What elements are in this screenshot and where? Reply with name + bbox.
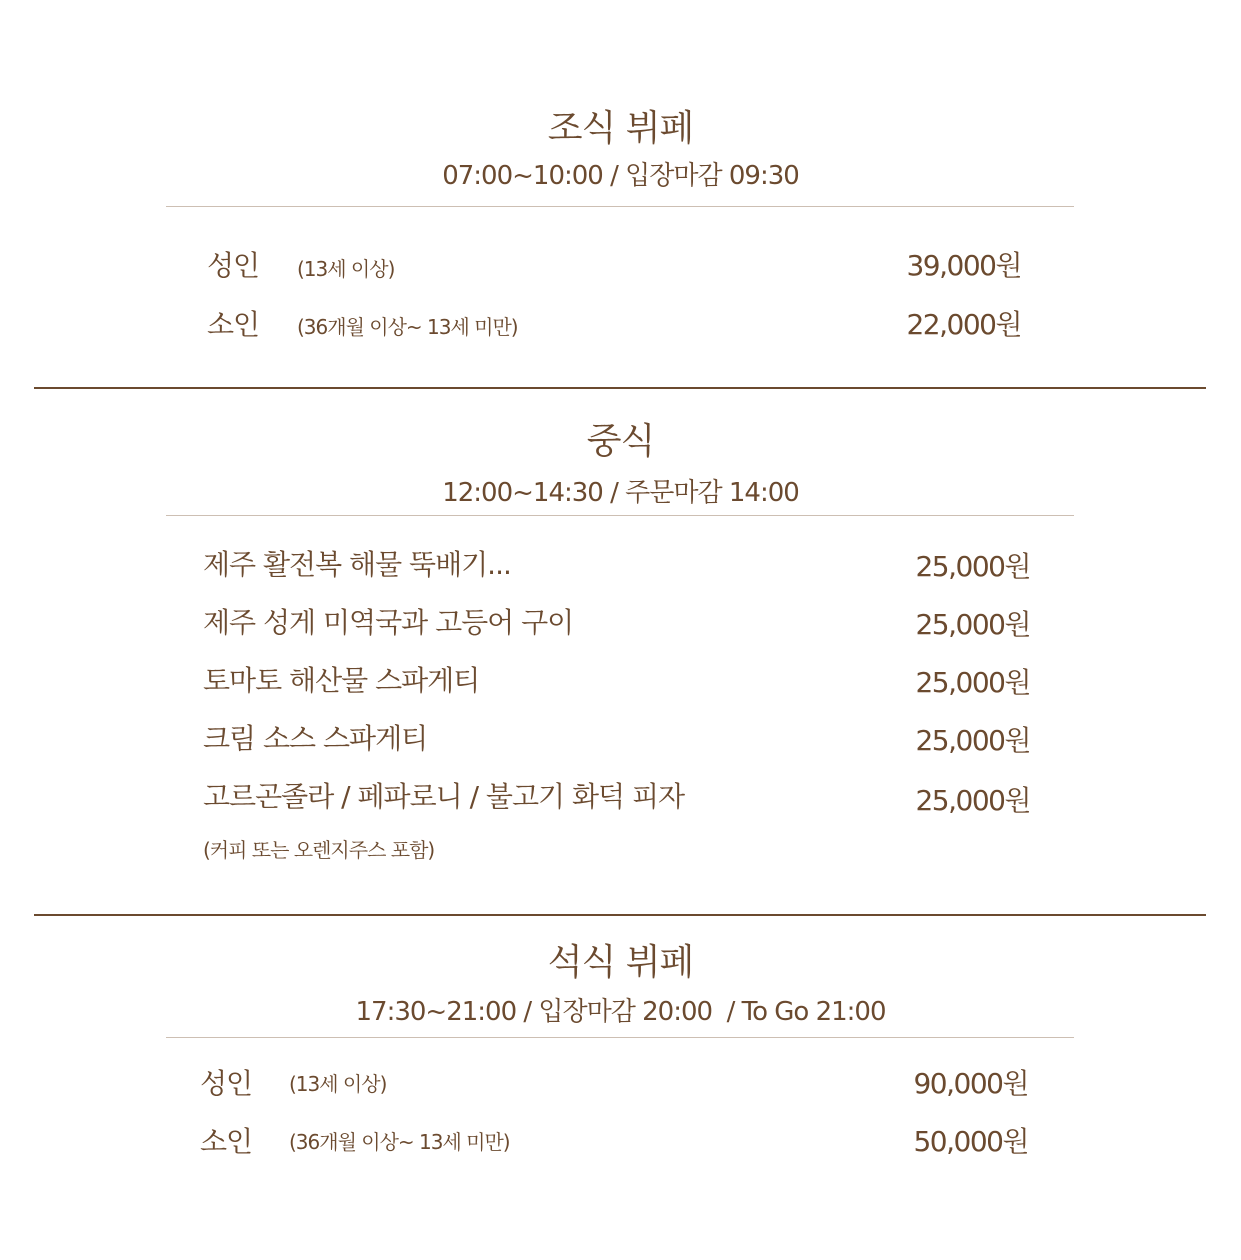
dinner-divider (166, 1037, 1074, 1038)
breakfast-child-label: 소인 (207, 308, 260, 341)
lunch-item-price: 25,000원 (915, 608, 1030, 641)
lunch-title: 중식 (586, 421, 655, 462)
dinner-adult-price: 90,000원 (913, 1067, 1028, 1100)
breakfast-adult-note: (13세 이상) (297, 257, 395, 281)
lunch-item-price: 25,000원 (915, 550, 1030, 583)
breakfast-adult-label: 성인 (207, 249, 260, 282)
breakfast-title: 조식 뷔페 (547, 108, 694, 149)
lunch-item-price: 25,000원 (915, 724, 1030, 757)
lunch-item-name: 크림 소스 스파게티 (203, 722, 428, 755)
breakfast-child-price: 22,000원 (906, 308, 1021, 341)
lunch-item-name: 제주 활전복 해물 뚝배기... (203, 548, 511, 581)
dinner-adult-label: 성인 (200, 1067, 253, 1100)
lunch-item-name: 고르곤졸라 / 페파로니 / 불고기 화덕 피자 (203, 780, 685, 813)
breakfast-child-note: (36개월 이상~ 13세 미만) (297, 315, 518, 339)
breakfast-hours: 07:00~10:00 / 입장마감 09:30 (442, 161, 799, 191)
dinner-hours: 17:30~21:00 / 입장마감 20:00 / To Go 21:00 (355, 997, 886, 1027)
dinner-child-note: (36개월 이상~ 13세 미만) (289, 1130, 510, 1154)
lunch-item-price: 25,000원 (915, 666, 1030, 699)
section-separator (34, 914, 1206, 916)
breakfast-divider (166, 206, 1074, 207)
lunch-item-price: 25,000원 (915, 784, 1030, 817)
dinner-child-price: 50,000원 (913, 1125, 1028, 1158)
lunch-hours: 12:00~14:30 / 주문마감 14:00 (442, 478, 799, 508)
breakfast-adult-price: 39,000원 (906, 249, 1021, 282)
dinner-adult-note: (13세 이상) (289, 1072, 387, 1096)
lunch-divider (166, 515, 1074, 516)
lunch-item-name: 제주 성게 미역국과 고등어 구이 (203, 606, 574, 639)
section-separator (34, 387, 1206, 389)
dinner-child-label: 소인 (200, 1125, 253, 1158)
lunch-note: (커피 또는 오렌지주스 포함) (203, 838, 435, 862)
lunch-item-name: 토마토 해산물 스파게티 (203, 664, 480, 697)
dinner-title: 석식 뷔페 (547, 942, 694, 983)
